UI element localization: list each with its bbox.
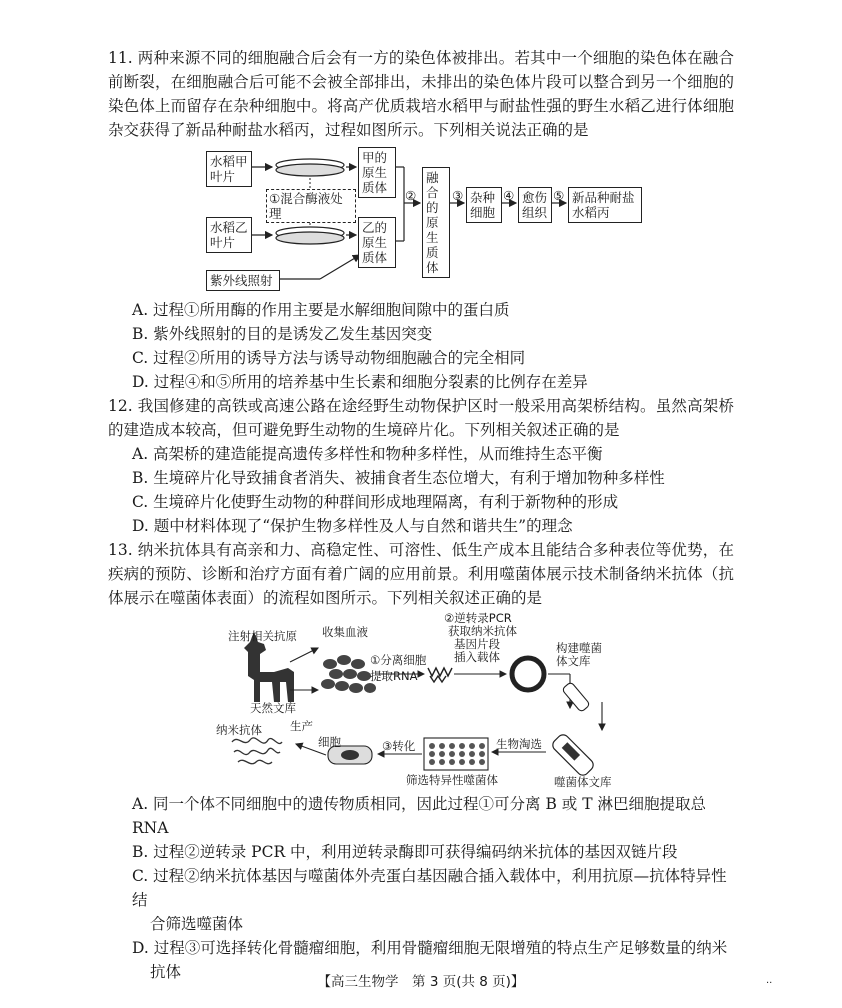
q11-option-d[interactable]: D. 过程④和⑤所用的培养基中生长素和细胞分裂素的比例存在差异 — [132, 373, 588, 391]
step-3-label: ③ — [452, 188, 464, 203]
screen-label: 筛选特异性噬菌体 — [406, 773, 498, 787]
fused-label: 融合的原生质体 — [426, 170, 439, 275]
nanobody-diagram — [210, 612, 630, 790]
enzyme-box — [266, 189, 356, 223]
proto-b-box — [358, 217, 396, 268]
step-2c-label: 基因片段 — [454, 637, 500, 651]
enzyme-label: ①混合酶液处理 — [269, 191, 343, 221]
question-12-stem: 12. 我国修建的高铁或高速公路在途经野生动物保护区时一般采用高架桥结构。虽然高架桥的建造成本较高，但可避免野生动物的生境碎片化。下列相关叙述正确的是 — [108, 397, 734, 439]
q13-option-d-cont: 抗体 — [150, 963, 182, 981]
question-11-options — [132, 298, 736, 394]
question-12-options — [132, 442, 736, 538]
natural-library-label: 天然文库 — [250, 701, 296, 715]
q13-option-a[interactable]: A. 同一个体不同细胞中的遗传物质相同，因此过程①可分离 B 或 T 淋巴细胞提取总 RNA — [132, 795, 706, 837]
q11-option-c[interactable]: C. 过程②所用的诱导方法与诱导动物细胞融合的完全相同 — [132, 349, 526, 367]
callus-label: 愈伤组织 — [522, 190, 548, 220]
fusion-diagram — [200, 145, 650, 295]
q12-option-c[interactable]: C. 生境碎片化使野生动物的种群间形成地理隔离，有利于新物种的形成 — [132, 493, 619, 511]
question-13 — [108, 538, 734, 610]
q13-option-b[interactable]: B. 过程②逆转录 PCR 中，利用逆转录酶即可获得编码纳米抗体的基因双链片段 — [132, 843, 678, 861]
question-11 — [108, 46, 734, 142]
rice-a-leaf-box — [206, 151, 252, 187]
q11-option-a[interactable]: A. 过程①所用酶的作用主要是水解细胞间隙中的蛋白质 — [132, 301, 510, 319]
step-2-label: ② — [405, 188, 417, 203]
build-library-b-label: 体文库 — [556, 654, 591, 668]
q11-option-b[interactable]: B. 紫外线照射的目的是诱发乙发生基因突变 — [132, 325, 433, 343]
step-2d-label: 插入载体 — [454, 650, 500, 664]
page-footer: 【高三生物学 第 3 页(共 8 页)】 — [317, 974, 525, 990]
step-5-label: ⑤ — [553, 188, 565, 203]
q13-option-c[interactable]: C. 过程②纳米抗体基因与噬菌体外壳蛋白基因融合插入载体中，利用抗原—抗体特异性结 — [132, 867, 727, 909]
corner-mark: ·· — [766, 978, 773, 989]
uv-box — [206, 270, 280, 291]
step-3-transform-label: ③转化 — [382, 739, 416, 753]
q12-option-b[interactable]: B. 生境碎片化导致捕食者消失、被捕食者生态位增大，有利于增加物种多样性 — [132, 469, 665, 487]
q12-option-d[interactable]: D. 题中材料体现了“保护生物多样性及人与自然和谐共生”的理念 — [132, 517, 573, 535]
hybrid-box — [466, 187, 502, 223]
step-2a-label: ②逆转录PCR — [444, 611, 512, 625]
proto-a-box — [358, 147, 396, 198]
proto-b-label: 乙的原生质体 — [362, 220, 388, 265]
step-4-label: ④ — [503, 188, 515, 203]
q13-option-c-cont: 合筛选噬菌体 — [150, 915, 244, 933]
nanobody-label: 纳米抗体 — [216, 723, 262, 737]
collect-label: 收集血液 — [322, 625, 368, 639]
fused-box — [422, 167, 450, 278]
question-12 — [108, 394, 734, 442]
question-11-stem: 11. 两种来源不同的细胞融合后会有一方的染色体被排出。若其中一个细胞的染色体在融合前断裂，在细胞融合后可能不会被全部排出，未排出的染色体片段可以整合到另一个细胞的染色体上而留存在杂种细胞中。将高产优质栽培水稻甲与耐盐性强的野生水稻乙进行体细胞杂交获得了新品种耐盐水稻丙，过程如图所示。下列相关说法正确的是 — [108, 49, 734, 139]
hybrid-label: 杂种细胞 — [470, 190, 496, 220]
rice-b-leaf-label: 水稻乙叶片 — [210, 220, 248, 250]
build-library-a-label: 构建噬菌 — [556, 641, 602, 655]
callus-box — [518, 187, 552, 223]
question-13-options — [132, 792, 736, 984]
uv-label: 紫外线照射 — [210, 273, 273, 288]
rice-a-leaf-label: 水稻甲叶片 — [210, 154, 248, 184]
phage-library-label: 噬菌体文库 — [554, 775, 612, 789]
new-rice-box — [568, 187, 642, 223]
step-1a-label: ①分离细胞 — [370, 653, 427, 667]
panning-label: 生物淘选 — [496, 737, 542, 751]
question-13-stem: 13. 纳米抗体具有高亲和力、高稳定性、可溶性、低生产成本且能结合多种表位等优势，在疾病的预防、诊断和治疗方面有着广阔的应用前景。利用噬菌体展示技术制备纳米抗体（抗体展示在噬菌体表面）的流程如图所示。下列相关叙述正确的是 — [108, 541, 734, 607]
produce-label: 生产 — [290, 719, 313, 733]
step-1b-label: 提取RNA — [370, 669, 418, 683]
q13-option-d[interactable]: D. 过程③可选择转化骨髓瘤细胞，利用骨髓瘤细胞无限增殖的特点生产足够数量的纳米 — [132, 939, 728, 957]
step-2b-label: 获取纳米抗体 — [448, 624, 517, 638]
inject-label: 注射相关抗原 — [228, 629, 297, 643]
q12-option-a[interactable]: A. 高架桥的建造能提高遗传多样性和物种多样性，从而维持生态平衡 — [132, 445, 603, 463]
new-rice-label: 新品种耐盐水稻丙 — [572, 190, 635, 220]
rice-b-leaf-box — [206, 217, 252, 253]
proto-a-label: 甲的原生质体 — [362, 150, 388, 195]
cell-label: 细胞 — [318, 735, 341, 749]
